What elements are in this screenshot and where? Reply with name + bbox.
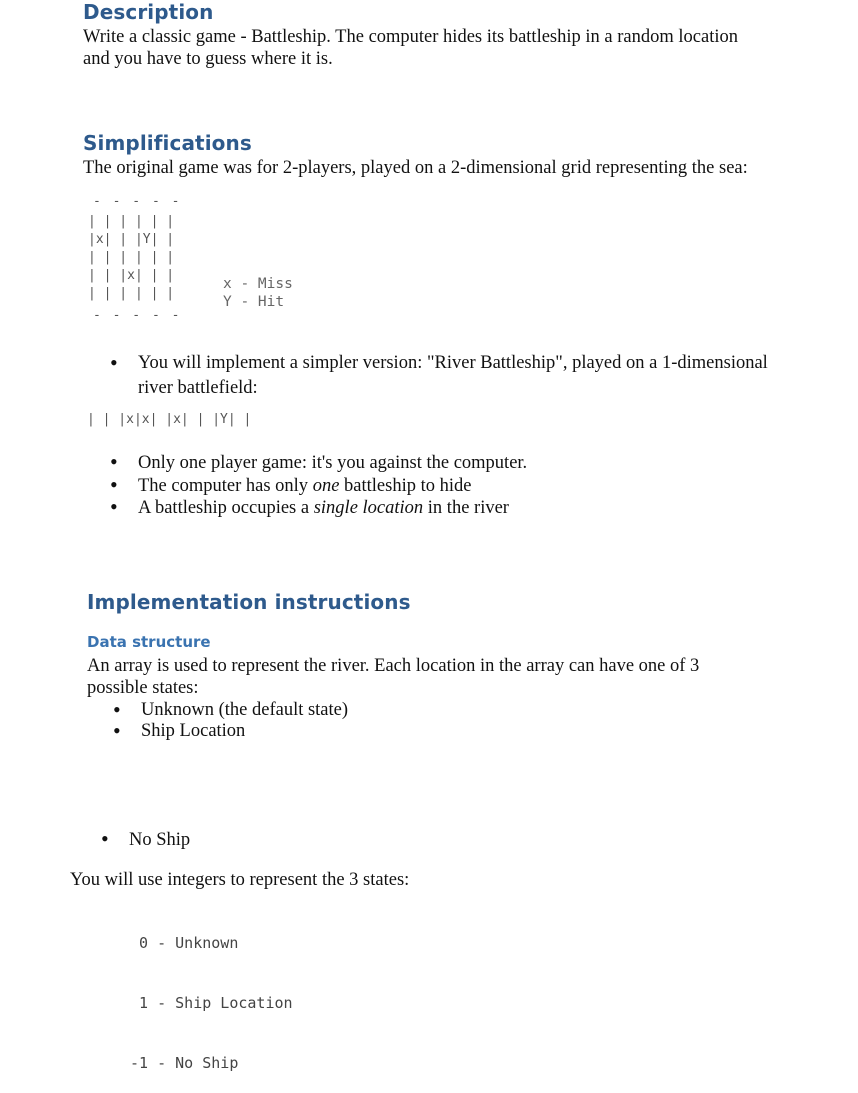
integers-text: You will use integers to represent the 3 states: xyxy=(70,870,410,890)
list-item xyxy=(110,452,830,475)
simplifications-heading: Simplifications xyxy=(83,131,252,155)
bullet-text-line-2: river battlefield: xyxy=(138,378,258,398)
list-item-text: in the river xyxy=(423,498,509,518)
simplifications-intro: The original game was for 2-players, played on a 2-dimensional grid representing the sea: xyxy=(83,158,748,178)
grid-row: | | | | | | xyxy=(88,250,175,265)
rules-list xyxy=(110,452,830,520)
description-text-line-2: and you have to guess where it is. xyxy=(83,49,333,69)
implementation-text-line-1: An array is used to represent the river. Each location in the array can have one of 3 xyxy=(87,656,700,676)
list-item xyxy=(113,700,613,721)
implementation-heading: Implementation instructions xyxy=(87,590,411,614)
list-item-text: No Ship xyxy=(129,830,191,850)
list-item xyxy=(110,475,830,498)
list-item-text: Only one player game: it's you against the computer. xyxy=(138,453,528,473)
legend-hit: Y - Hit xyxy=(223,294,285,310)
states-list xyxy=(113,700,613,742)
list-item-text: Ship Location xyxy=(141,721,246,741)
no-ship-list xyxy=(101,829,401,851)
river-battlefield: | | |x|x| |x| | |Y| | xyxy=(87,412,252,427)
code-line: 1 - Ship Location xyxy=(130,994,293,1012)
list-item-text: Unknown (the default state) xyxy=(141,700,349,720)
list-item xyxy=(110,351,830,401)
list-item-text: The computer has only xyxy=(138,475,313,496)
data-structure-subheading: Data structure xyxy=(87,633,211,651)
description-heading: Description xyxy=(83,0,214,24)
list-item-text: A battleship occupies a xyxy=(138,498,314,518)
list-item xyxy=(110,497,830,520)
sea-grid xyxy=(88,196,208,331)
description-text-line-1: Write a classic game - Battleship. The computer hides its battleship in a random location xyxy=(83,27,738,47)
grid-row: | | | | | | xyxy=(88,214,175,229)
state-codes xyxy=(130,893,293,1093)
legend-miss: x - Miss xyxy=(223,276,293,292)
bullet-text-line-1: You will implement a simpler version: "River Battleship", played on a 1-dimensional xyxy=(138,353,768,373)
list-item-emphasis: one xyxy=(312,475,340,496)
list-item-text: battleship to hide xyxy=(339,475,472,496)
implementation-text-line-2: possible states: xyxy=(87,678,199,698)
grid-top-border: - - - - - xyxy=(93,194,182,209)
grid-bottom-border: - - - - - xyxy=(93,308,182,323)
list-item-emphasis: single location xyxy=(313,498,424,518)
grid-row: | | | | | | xyxy=(88,286,175,301)
grid-row: |x| | |Y| | xyxy=(88,232,175,247)
grid-row: | | |x| | | xyxy=(88,268,175,283)
code-line: -1 - No Ship xyxy=(130,1054,239,1072)
code-line: 0 - Unknown xyxy=(130,934,239,952)
list-item xyxy=(101,829,401,851)
list-item xyxy=(113,721,613,742)
simpler-version-list xyxy=(110,351,830,401)
